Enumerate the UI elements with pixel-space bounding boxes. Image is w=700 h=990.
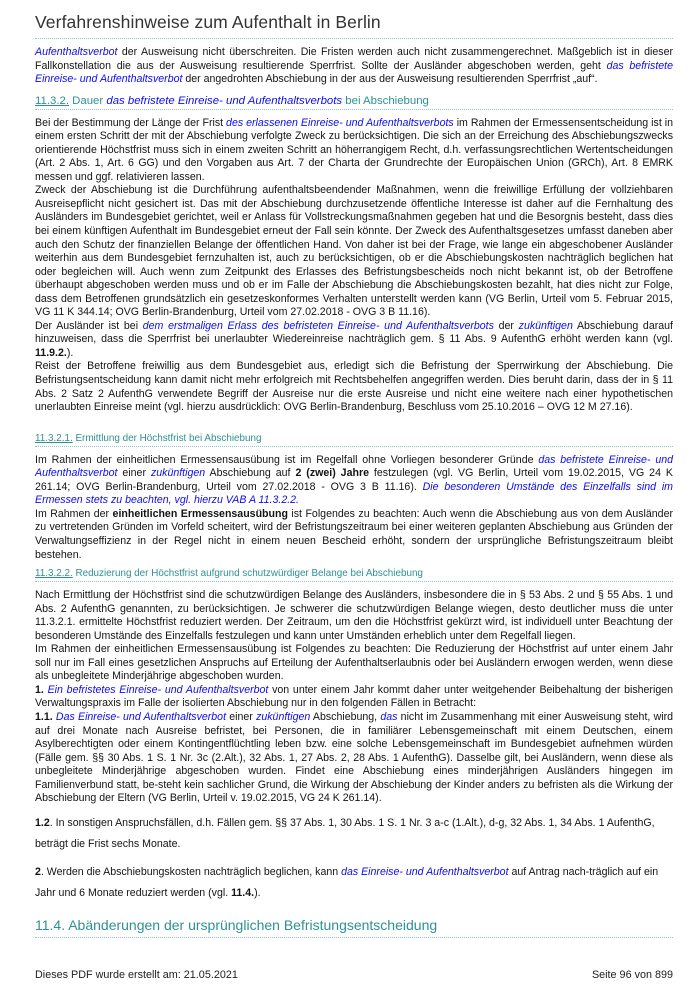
internal-reference-link[interactable]: des erlassenen Einreise- und Aufenthaltsverbots — [226, 116, 454, 129]
section-number-link[interactable]: 11.3.2.2. — [35, 568, 73, 580]
text-run: Bei der Bestimmung der Länge der Frist — [35, 116, 227, 129]
internal-reference-link[interactable]: Die besonderen Umstände des Einzelfalls sind im Ermessen stets zu beachten, vgl. hierzu VAB A 11.3.2.2. — [35, 480, 673, 507]
paragraph — [35, 589, 673, 643]
text-run: 11.4. — [231, 886, 255, 899]
text-run: . In sonstigen Anspruchsfällen, d.h. Fällen gem. §§ 37 Abs. 1, 30 Abs. 1 S. 1 Nr. 3 a-c (1.Alt.), d-g, 32 Abs. 1, 34 Abs. 1 AufenthG, beträgt die Frist sechs Monate. — [35, 816, 655, 850]
internal-reference-link[interactable]: das Einreise- und Aufenthaltsverbot — [341, 865, 509, 878]
text-run: Im Rahmen der — [35, 507, 113, 520]
paragraph — [35, 862, 673, 904]
pdf-created-date: Dieses PDF wurde erstellt am: 21.05.2021 — [35, 969, 238, 981]
paragraph — [35, 684, 673, 711]
paragraph — [35, 360, 673, 414]
internal-reference-link[interactable]: das befristete Einreise- und Aufenthaltsverbot — [35, 59, 673, 86]
text-run: 1. — [35, 683, 44, 696]
internal-reference-link[interactable]: das — [380, 710, 398, 723]
text-run: festzulegen (vgl. VG Berlin, Urteil vom 19.02.2015, VG 24 K 261.14; OVG Berlin-Brandenburg, Urteil vom 27.02.2018 - OVG 3 B 11.16). — [35, 467, 673, 493]
text-run: Zweck der Abschiebung ist die Durchführung aufenthaltsbeendender Maßnahmen, wenn die freiwillige Erfüllung der vollziehbaren Ausreisepflicht nicht gesichert ist. Das mit der Abschiebung durchzusetzende öffentliche Interesse ist daher auf die Fernhaltung des Ausländers im Bundesgebiet gerichtet, weil er Anlass für Vollstreckungsmaßnahmen gegeben hat und die Besorgnis besteht, dass dies bei einem künftigen Aufenthalt im Bundesgebiet erneut der Fall sein könnte. Der Zweck des Aufenthaltsgesetzes umfasst daneben aber auch den Schutz der finanziellen Belange der öffentlichen Hand. Von daher ist bei der Frage, wie lange ein abgeschobener Ausländer weiterhin aus dem Bundesgebiet fernzuhalten ist, auch zu berücksichtigen, ob er die Abschiebungskosten nachträglich beglichen hat oder begleichen will. Auch wenn zum Zeitpunkt des Erlasses des Befristungsbescheids noch nicht bekannt ist, ob der Betroffene überhaupt abgeschoben werden muss und ob er im Falle der Abschiebung die Abschiebungskosten bezahlt, hat dies nicht zur Folge, dass dem Betroffenen grundsätzlich ein gesetzeskonformes Verhalten unterstellt werden kann (VG Berlin, Urteil vom 5. Februar 2015, VG 11 K 344.14; OVG Berlin-Brandenburg, Urteil vom 27.02.2018 - OVG 3 B 11.16). — [35, 184, 673, 319]
internal-reference-link[interactable]: Ein befristetes Einreise- und Aufenthaltsverbot — [47, 683, 269, 696]
text-run: ). — [254, 886, 261, 899]
text-run: bei Abschiebung — [342, 94, 429, 107]
text-run: Ermittlung der Höchstfrist bei Abschiebung — [72, 432, 262, 444]
dotted-divider — [35, 109, 673, 110]
paragraph — [35, 643, 673, 684]
text-run: von unter einem Jahr kommt daher unter weitgehender Beibehaltung der bisherigen Verwaltungspraxis im Falle der isolierten Abschiebung nur in den folgenden Fällen in Betracht: — [35, 683, 673, 710]
document-body — [35, 10, 673, 945]
paragraph — [35, 117, 673, 185]
text-run: 2 — [35, 865, 41, 878]
text-run: 1.2 — [35, 816, 50, 829]
text-run: 2 (zwei) Jahre — [295, 467, 369, 480]
text-run: der — [493, 319, 519, 332]
text-run: Reist der Betroffene freiwillig aus dem Bundesgebiet aus, erledigt sich die Befristung der Sperrwirkung der Abschiebung. Die Befristungsentscheidung kann damit nicht mehr erfolgreich mit Rechtsbehelfen angegriffen werden. Dies beruht darin, dass der in § 11 Abs. 2 Satz 2 AufenthG verwendete Begriff der Ausreise nur die erste Ausreise und nicht eine weitere nach einer hypothetischen unerlaubten Einreise meint (vgl. hierzu ausdrücklich: OVG Berlin-Brandenburg, Beschluss vom 25.10.2016 – OVG 12 M 27.16). — [35, 360, 673, 414]
section-number-link[interactable]: 11.3.2. — [35, 94, 69, 107]
subsection-heading — [35, 433, 673, 444]
text-run: einer — [226, 710, 257, 723]
text-run: Dauer — [69, 94, 107, 107]
text-run: Nach Ermittlung der Höchstfrist sind die schutzwürdigen Belange des Ausländers, insbesondere die in § 53 Abs. 2 und § 55 Abs. 1 und Abs. 2 AufenthG genannten, zu berücksichtigen. Je schwerer die schutzwürdigen Belange wiegen, desto deutlicher muss die unter 11.3.2.1. ermittelte Höchstfrist reduziert werden. Der Zeitraum, um den die Höchstfrist gekürzt wird, ist individuell unter Beachtung der besonderen Umstände des Einzelfalls festzulegen und kann unter Umständen erheblich unter dem Regelfall liegen. — [35, 589, 673, 642]
text-run: ). — [66, 346, 74, 359]
paragraph — [35, 813, 673, 855]
text-run: der angedrohten Abschiebung in der aus der Ausweisung resultierenden Sperrfrist „auf“. — [182, 73, 598, 86]
internal-reference-link[interactable]: Das Einreise- und Aufenthaltsverbot — [55, 710, 227, 723]
text-run: ist Folgendes zu beachten: Auch wenn die Abschiebung aus von dem Ausländer zu vertretenden Gründen im Vorfeld scheitert, wird der Befristungszeitraum bei einer weiteren geplanten Abschiebung aus Gründen der Verwaltungseffizienz in der Regel nicht in einem neuen Bescheid erhöht, sondern der ursprüngliche Befristungszeitraum bleibt bestehen. — [35, 507, 673, 561]
section-heading — [35, 917, 673, 933]
text-run: 1.1. — [35, 710, 53, 723]
text-run: einer — [117, 467, 151, 480]
page-number: Seite 96 von 899 — [591, 969, 673, 981]
text-run: Reduzierung der Höchstfrist aufgrund schutzwürdiger Belange bei Abschiebung — [72, 568, 423, 580]
text-run: Verfahrenshinweise zum Aufenthalt in Berlin — [35, 12, 381, 32]
section-number-link[interactable]: 11.3.2.1. — [35, 432, 73, 444]
text-run: auf Antrag nach-träglich auf ein Jahr und 6 Monate reduziert werden (vgl. — [35, 865, 659, 899]
text-run: Abschiebung, — [310, 710, 381, 723]
text-run: Im Rahmen der einheitlichen Ermessensausübung ist Folgendes zu beachten: Die Reduzierung der Höchstfrist auf unter einem Jahr soll nur im Fall eines gesetzlichen Anspruchs auf Erteilung der Aufenthaltserlaubnis oder bei Ausländern erwogen werden, wenn diese als unbegleitete Minderjährige abgeschoben wurden. — [35, 643, 673, 683]
internal-reference-link[interactable]: das befristete Einreise- und Aufenthaltsverbots — [106, 94, 343, 107]
text-run: 11.4. Abänderungen der ursprünglichen Befristungsentscheidung — [35, 916, 438, 933]
text-run: . Werden die Abschiebungskosten nachträglich beglichen, kann — [40, 865, 342, 878]
text-run: der Ausweisung nicht überschreiten. Die Fristen werden auch nicht zusammengerechnet. Maßgeblich ist in dieser Fallkonstellation die aus der Ausweisung resultierende Sperrfrist. Sollte der Ausländer abgeschoben werden, geht — [35, 46, 673, 72]
internal-reference-link[interactable]: zukünftigen — [518, 319, 573, 332]
text-run: Abschiebung darauf hinzuweisen, dass die Sperrfrist bei unerlaubter Wiedereinreise nachträglich gem. § 11 Abs. 9 AufenthG erhöht werden kann (vgl. — [35, 319, 673, 346]
internal-reference-link[interactable]: zukünftigen — [150, 467, 206, 480]
subsection-heading — [35, 568, 673, 579]
internal-reference-link[interactable]: dem erstmaligen Erlass des befristeten Einreise- und Aufenthaltsverbots — [142, 319, 494, 332]
paragraph — [35, 711, 673, 806]
paragraph — [35, 454, 673, 508]
text-run: nicht im Zusammenhang mit einer Ausweisung steht, wird auf drei Monate nach Ausreise befristet, bei Personen, die in familiärer Lebensgemeinschaft mit einem Deutschen, einem Asylberechtigten oder einem Kontingentflüchtling leben bzw. eine solche Lebensgemeinschaft im Bundesgebiet aufnehmen würden (Fälle gem. §§ 30 Abs. 1 S. 1 Nr. 3c (2.Alt.), 32 Abs. 1, 27 Abs. 2, 28 Abs. 1 AufenthG). Dasselbe gilt, bei Ausländern, wenn diese als unbegleitete Minderjährige abgeschoben wurden. Findet eine Abschiebung eines minderjährigen Ausländers hingegen im Familienverbund statt, be-steht kein sachlicher Grund, die Wirkung der Abschiebung der Kinder anders zu befristen als die Wirkung der Abschiebung der Eltern (VG Berlin, Urteil v. 19.02.2015, VG 24 K 261.14). — [35, 710, 673, 805]
dotted-divider — [35, 38, 673, 39]
page-footer — [35, 969, 673, 981]
text-run: einheitlichen Ermessensausübung — [112, 507, 288, 520]
dotted-divider — [35, 581, 673, 582]
paragraph — [35, 508, 673, 562]
internal-reference-link[interactable]: das befristete Einreise- und Aufenthaltsverbot — [35, 453, 673, 480]
paragraph — [35, 184, 673, 319]
paragraph — [35, 320, 673, 361]
internal-reference-link[interactable]: Aufenthaltsverbot — [35, 46, 118, 58]
section-heading — [35, 95, 673, 107]
dotted-divider — [35, 446, 673, 447]
text-run: im Rahmen der Ermessensentscheidung ist in einem ersten Schritt der mit der Abschiebung verfolgte Zweck zu berücksichtigen. Die sich an der Erreichung des Abschiebungszwecks orientierende Höchstfrist muss sich in einem zweiten Schritt an höherrangigem Recht, d.h. verfassungsrechtlichen Wertentscheidungen (Art. 2 Abs. 1, Art. 6 GG) und den Vorgaben aus Art. 7 der Charta der Grundrechte der Europäischen Union (GRCh), Art. 8 EMRK messen und ggf. relativieren lassen. — [35, 116, 673, 183]
paragraph — [35, 46, 673, 87]
text-run: 11.9.2. — [35, 346, 67, 359]
dotted-divider — [35, 937, 673, 938]
text-run: Im Rahmen der einheitlichen Ermessensausübung ist im Regelfall ohne Vorliegen besonderer Gründe — [35, 453, 539, 466]
text-run: Abschiebung auf — [205, 467, 296, 480]
internal-reference-link[interactable]: zukünftigen — [256, 710, 311, 723]
document-title — [35, 12, 673, 33]
text-run: Der Ausländer ist bei — [35, 319, 143, 332]
spacer — [35, 415, 673, 433]
